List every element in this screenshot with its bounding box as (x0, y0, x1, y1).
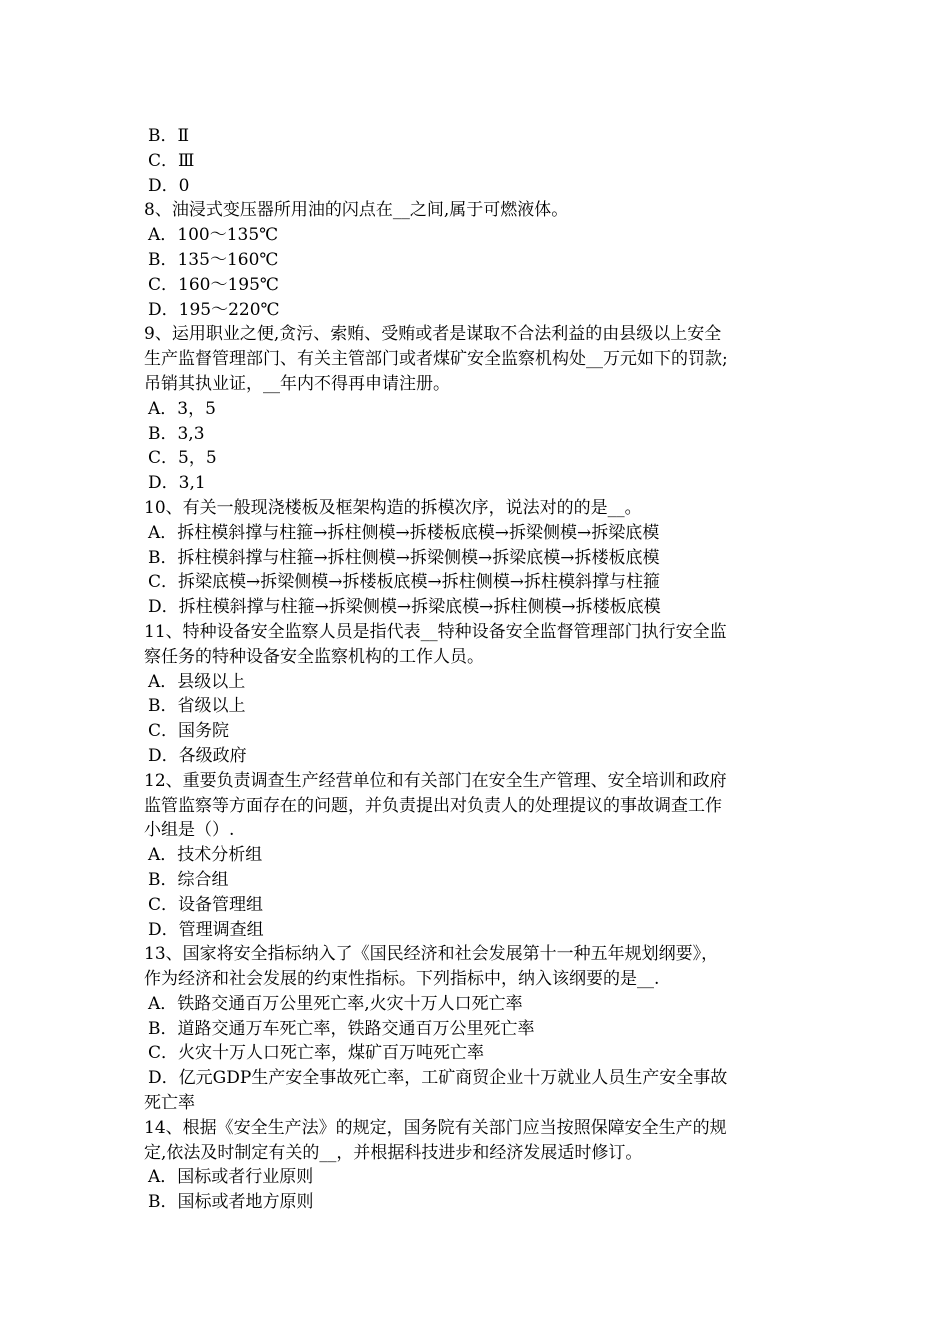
question-text: 死亡率 (144, 1093, 195, 1114)
answer-option: A．国标或者行业原则 (148, 1167, 314, 1188)
question-text: 吊销其执业证，__年内不得再申请注册。 (144, 373, 450, 394)
answer-option: D．0 (148, 175, 190, 196)
answer-option: A．100～135℃ (148, 225, 279, 246)
question-text: 定,依法及时制定有关的__，并根据科技进步和经济发展适时修订。 (144, 1142, 643, 1163)
question-text: 察任务的特种设备安全监察机构的工作人员。 (144, 646, 484, 667)
answer-option: C．设备管理组 (148, 894, 264, 915)
answer-option: B．省级以上 (148, 696, 246, 717)
question-text: 13、国家将安全指标纳入了《国民经济和社会发展第十一种五年规划纲要》， (144, 944, 719, 965)
answer-option: A．3，5 (148, 398, 216, 419)
answer-option: A．县级以上 (148, 671, 246, 692)
answer-option: A．技术分析组 (148, 845, 263, 866)
question-text: 生产监督管理部门、有关主管部门或者煤矿安全监察机构处__万元如下的罚款; (144, 349, 728, 370)
answer-option: C．5，5 (148, 448, 217, 469)
answer-option: A．拆柱模斜撑与柱箍→拆柱侧模→拆楼板底模→拆梁侧模→拆梁底模 (148, 522, 660, 543)
question-text: 小组是（）. (144, 820, 235, 841)
answer-option: D．管理调查组 (148, 919, 264, 940)
answer-option: D．195～220℃ (148, 299, 280, 320)
answer-option: C．国务院 (148, 721, 230, 742)
answer-option: D．拆柱模斜撑与柱箍→拆梁侧模→拆梁底模→拆柱侧模→拆楼板底模 (148, 597, 661, 618)
question-text: 12、重要负责调查生产经营单位和有关部门在安全生产管理、安全培训和政府 (144, 770, 727, 791)
answer-option: A．铁路交通百万公里死亡率,火灾十万人口死亡率 (148, 993, 523, 1014)
answer-option: D．亿元GDP生产安全事故死亡率，工矿商贸企业十万就业人员生产安全事故 (148, 1068, 728, 1089)
answer-option: C．拆梁底模→拆梁侧模→拆楼板底模→拆柱侧模→拆柱模斜撑与柱箍 (148, 572, 660, 593)
answer-option: B．道路交通万车死亡率，铁路交通百万公里死亡率 (148, 1018, 535, 1039)
document-body (144, 124, 824, 1215)
answer-option: C．160～195℃ (148, 274, 279, 295)
answer-option: B．国标或者地方原则 (148, 1192, 314, 1213)
answer-option: D．3,1 (148, 473, 206, 494)
answer-option: D．各级政府 (148, 745, 247, 766)
question-text: 14、根据《安全生产法》的规定，国务院有关部门应当按照保障安全生产的规 (144, 1117, 727, 1138)
answer-option: C．火灾十万人口死亡率，煤矿百万吨死亡率 (148, 1043, 485, 1064)
answer-option: B．综合组 (148, 869, 229, 890)
question-text: 监管监察等方面存在的问题，并负责提出对负责人的处理提议的事故调查工作 (144, 795, 722, 816)
answer-option: C．Ⅲ (148, 150, 195, 171)
answer-option: B．Ⅱ (148, 126, 190, 146)
answer-option: B．拆柱模斜撑与柱箍→拆柱侧模→拆梁侧模→拆梁底模→拆楼板底模 (148, 547, 660, 568)
question-text: 11、特种设备安全监察人员是指代表__特种设备安全监督管理部门执行安全监 (144, 621, 727, 642)
question-text: 8、油浸式变压器所用油的闪点在__之间,属于可燃液体。 (144, 200, 569, 221)
answer-option: B．135～160℃ (148, 249, 279, 270)
answer-option: B．3,3 (148, 423, 205, 444)
question-text: 9、运用职业之便,贪污、索贿、受贿或者是谋取不合法利益的由县级以上安全 (144, 324, 722, 345)
question-text: 作为经济和社会发展的约束性指标。下列指标中，纳入该纲要的是__. (144, 969, 660, 990)
question-text: 10、有关一般现浇楼板及框架构造的拆模次序，说法对的的是__。 (144, 497, 642, 518)
